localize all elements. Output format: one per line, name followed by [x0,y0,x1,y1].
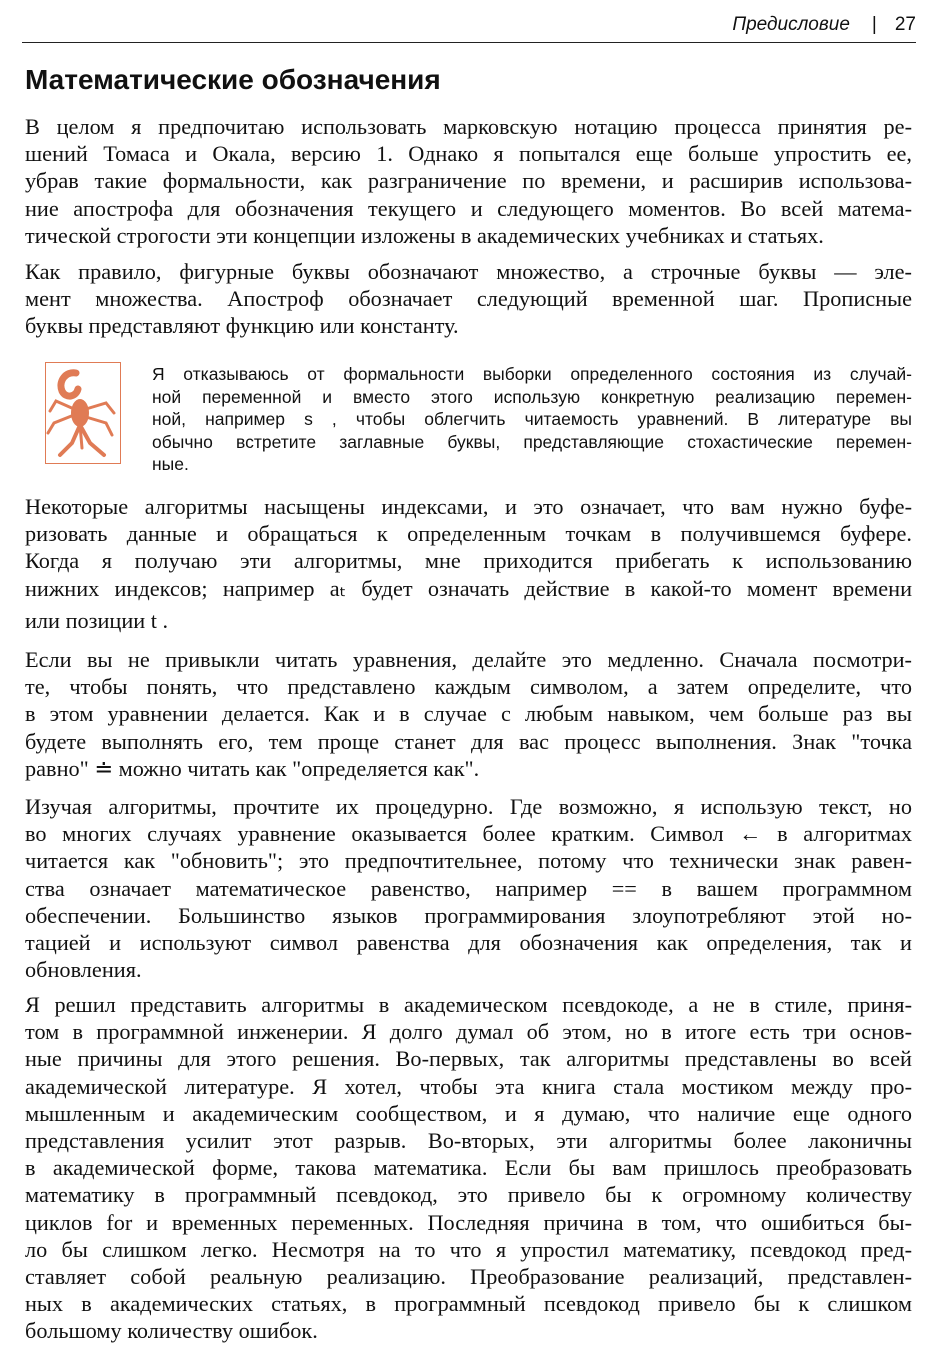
text-line: Я отказываюсь от формальности выборки определенного состояния из случай- [152,364,912,384]
text-line: шений Томаса и Окала, версию 1. Однако я попытался еще больше упростить ее, [25,141,912,167]
text-line: математику в программный псевдокод, это привело бы к огромному количеству [25,1182,912,1208]
text-line: ставляет собой реальную реализацию. Преобразование реализаций, представлен- [25,1263,912,1289]
text-line: буквы представляют функцию или константу. [25,313,459,339]
note-box [45,360,912,474]
text-line: будете выполнять его, тем проще станет для вас процесс выполнения. Знак "точка [25,728,912,754]
text-line: убрав такие формальности, как разграничение по времени, и расширив использова- [25,168,912,194]
text-line: тацией и используют символ равенства для обозначения как определения, так и [25,929,912,955]
text-line: обеспечении. Большинство языков программирования злоупотребляют этой но- [25,902,912,928]
text-line: ные причины для этого решения. Во-первых, так алгоритмы представлены во всей [25,1046,912,1072]
header-separator: | [871,14,877,35]
paragraph [25,113,912,249]
paragraph [25,991,912,1344]
text-line: те, чтобы понять, что представлено каждым символом, а затем определите, что [25,674,912,700]
scorpion-icon [45,362,121,464]
text-line: во многих случаях уравнение оказывается более кратким. Символ ← в алгоритмах [25,821,912,847]
section-name: Предисловие [732,14,850,35]
text-line: циклов for и временных переменных. Последняя причина в том, что ошибиться бы- [25,1209,912,1235]
text-line: в этом уравнении делается. Как и в случае с любым навыком, чем больше раз вы [25,701,912,727]
running-header [22,14,916,43]
text-line: или позиции t . [25,607,169,633]
paragraph [25,493,912,634]
text-line: ной переменной и вместо этого использую конкретную реализацию перемен- [152,386,912,407]
text-line: тической строгости эти концепции изложены в академических учебниках и статьях. [25,222,824,248]
text-line: в академической форме, такова математика. Если бы вам пришлось преобразовать [25,1155,912,1181]
text-line: ной, например s , чтобы облегчить читаемость уравнений. В литературе вы [152,409,912,429]
text-line: обновления. [25,957,142,983]
text-line: том в программной инженерии. Я долго думал об этом, но в итоге есть три основ- [25,1019,912,1045]
text-line: читается как "обновить"; это предпочтительнее, потому что технически знак равен- [25,848,912,874]
text-line: Изучая алгоритмы, прочтите их процедурно. Где возможно, я использую текст, но [25,794,912,819]
text-line: представления усилит этот разрыв. Во-вторых, эти алгоритмы более лаконичны [25,1127,912,1153]
text-line: академической литературе. Я хотел, чтобы эта книга стала мостиком между про- [25,1073,912,1099]
paragraph [25,646,912,782]
text-line: Когда я получаю эти алгоритмы, мне приходится прибегать к использованию [25,548,912,574]
text-line: ные. [152,454,189,474]
paragraph [25,258,912,340]
page-number: 27 [894,14,916,35]
text-line: ние апострофа для обозначения текущего и следующего моментов. Во всей матема- [25,195,912,221]
text-line: равно" ≐ можно читать как "определяется как". [25,755,480,781]
text-line: нижних индексов; например aₜ будет означать действие в какой-то момент времени [25,575,912,601]
paragraph [25,793,912,983]
text-line: В целом я предпочитаю использовать марковскую нотацию процесса принятия ре- [25,114,912,139]
text-line: Если вы не привыкли читать уравнения, делайте это медленно. Сначала посмотри- [25,647,912,672]
text-line: ризовать данные и обращаться к определенным точкам в получившемся буфере. [25,521,912,547]
text-line: большому количеству ошибок. [25,1318,318,1344]
text-line: мент множества. Апостроф обозначает следующий временной шаг. Прописные [25,286,912,312]
text-line: Как правило, фигурные буквы обозначают множество, а строчные буквы — эле- [25,259,912,284]
section-title: Математические обозначения [25,64,441,95]
text-line: мышленным и академическим сообществом, и я думаю, что наличие еще одного [25,1100,912,1126]
text-line: ных в академических статьях, в программный псевдокод привело бы к слишком [25,1291,912,1317]
text-line: обычно встретите заглавные буквы, представляющие стохастические перемен- [152,431,912,452]
text-line: Некоторые алгоритмы насыщены индексами, и это означает, что вам нужно буфе- [25,494,912,519]
text-line: ства означает математическое равенство, например == в вашем программном [25,875,912,901]
note-text [152,363,912,476]
text-line: Я решил представить алгоритмы в академическом псевдокоде, а не в стиле, приня- [25,992,912,1017]
text-line: ло бы слишком легко. Несмотря на то что я упростил математику, псевдокод пред- [25,1236,912,1262]
